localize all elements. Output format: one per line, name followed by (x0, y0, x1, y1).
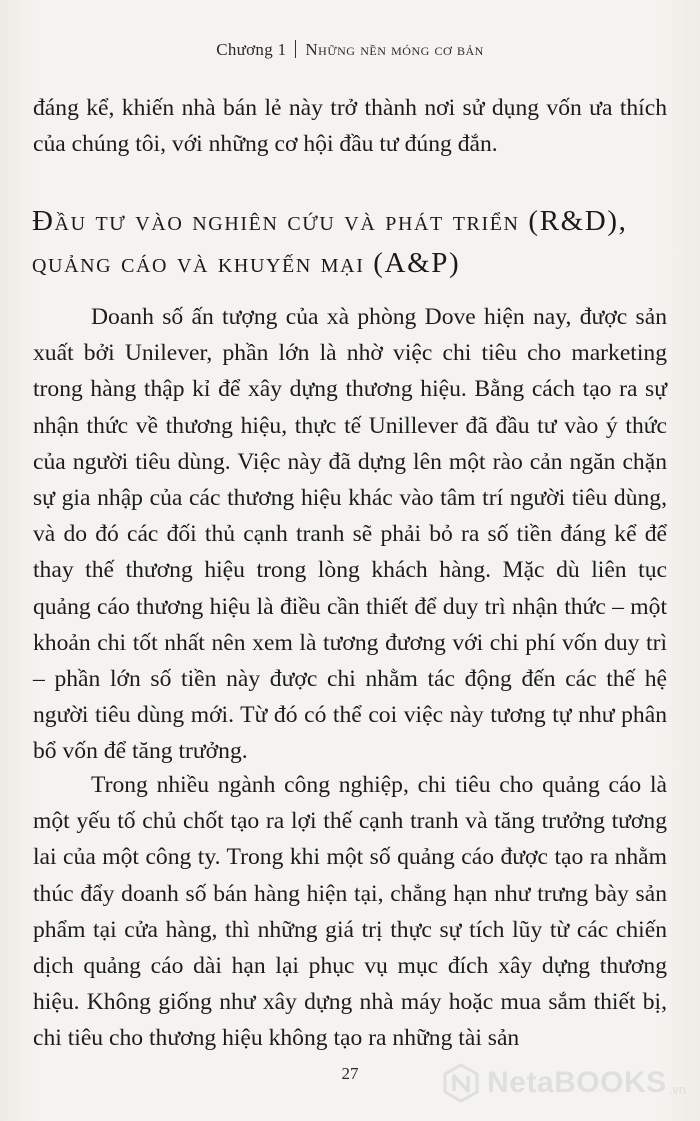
watermark-suffix: .vn (668, 1082, 686, 1097)
netabooks-logo-icon (441, 1063, 481, 1103)
section-heading: Đầu tư vào nghiên cứu và phát triển (R&D), quảng cáo và khuyến mại (A&P) (32, 205, 628, 279)
watermark (441, 1063, 686, 1103)
body-paragraph: Doanh số ấn tượng của xà phòng Dove hiện nay, được sản xuất bởi Unilever, phần lớn là nhờ việc chi tiêu cho marketing trong hàng thập kỉ để xây dựng thương hiệu. Bằng cách tạo ra sự nhận thức về thương hiệu, thực tế Unillever đã đầu tư vào ý thức của người tiêu dùng. Việc này đã dựng lên một rào cản ngăn chặn sự gia nhập của các thương hiệu khác vào tâm trí người tiêu dùng, và do đó các đối thủ cạnh tranh sẽ phải bỏ ra số tiền đáng kể để thay thế thương hiệu trong lòng khách hàng. Mặc dù liên tục quảng cáo thương hiệu là điều cần thiết để duy trì nhận thức – một khoản chi tốt nhất nên xem là tương đương với chi phí vốn duy trì – phần lớn số tiền này được chi nhằm tác động đến các thế hệ người tiêu dùng mới. Từ đó có thể coi việc này tương tự như phân bổ vốn để tăng trưởng. (33, 304, 667, 765)
running-header (0, 40, 700, 60)
header-divider (295, 40, 296, 58)
chapter-number: Chương 1 (216, 40, 287, 59)
body-paragraph: Trong nhiều ngành công nghiệp, chi tiêu cho quảng cáo là một yếu tố chủ chốt tạo ra lợi thế cạnh tranh và tăng trưởng tương lai của một công ty. Trong khi một số quảng cáo được tạo ra nhằm thúc đẩy doanh số bán hàng hiện tại, chẳng hạn như trưng bày sản phẩm tại cửa hàng, thì những giá trị thực sự tích lũy từ các chiến dịch quảng cáo dài hạn lại phục vụ mục đích xây dựng thương hiệu. Không giống như xây dựng nhà máy hoặc mua sắm thiết bị, chi tiêu cho thương hiệu không tạo ra những tài sản (33, 772, 667, 1052)
watermark-text: NetaBOOKS (487, 1066, 667, 1099)
page-number: 27 (341, 1064, 359, 1083)
continued-paragraph: đáng kể, khiến nhà bán lẻ này trở thành nơi sử dụng vốn ưa thích của chúng tôi, với những cơ hội đầu tư đúng đắn. (33, 95, 667, 158)
chapter-title: Những nền móng cơ bản (305, 40, 484, 59)
paragraph-block-1 (33, 299, 667, 770)
paragraph-block-2 (33, 767, 667, 1057)
continued-paragraph-block (33, 90, 667, 162)
